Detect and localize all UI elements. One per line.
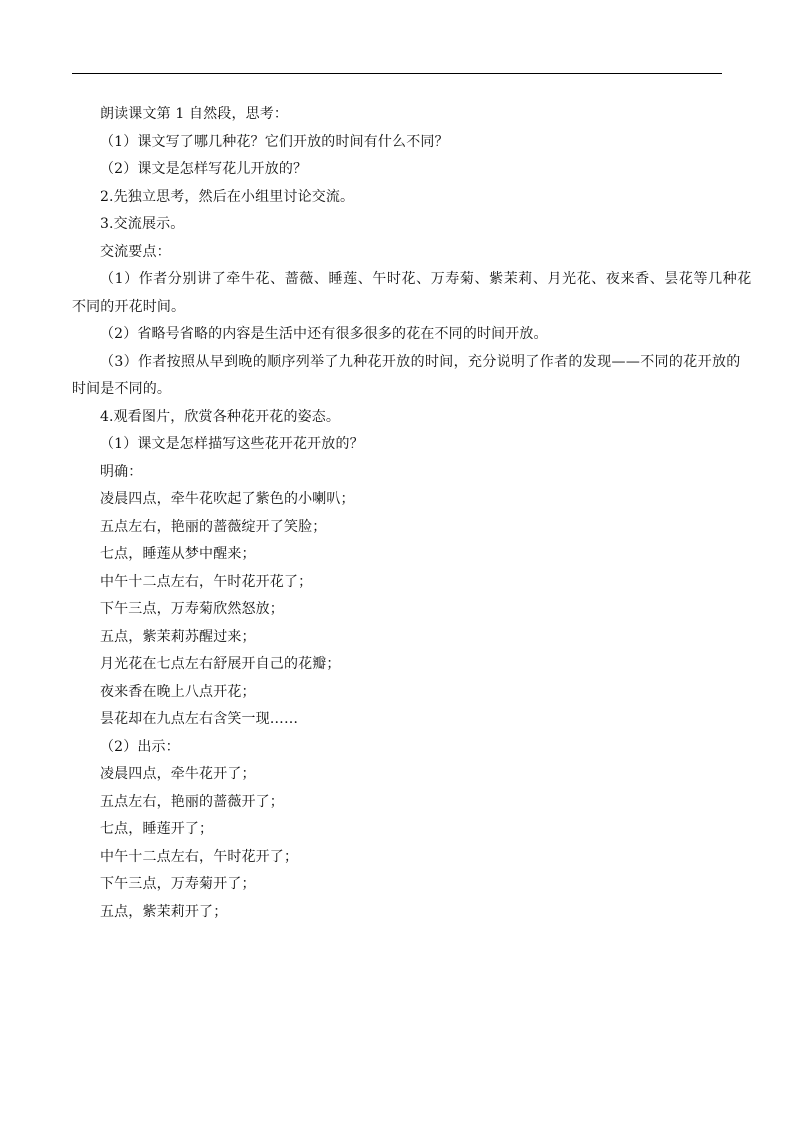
paragraph-line: 下午三点，万寿菊开了； — [100, 876, 256, 892]
paragraph-line: 七点，睡莲开了； — [100, 821, 214, 837]
paragraph-line: 五点，紫茉莉开了； — [100, 903, 228, 920]
paragraph-line: （2）课文是怎样写花儿开放的？ — [100, 161, 308, 177]
paragraph-line: （1）课文写了哪几种花？它们开放的时间有什么不同？ — [100, 133, 449, 150]
paragraph-line: 朗读课文第 1 自然段，思考： — [100, 106, 289, 122]
paragraph-line: 时间是不同的。 — [72, 381, 172, 397]
paragraph-line: 月光花在七点左右舒展开自己的花瓣； — [100, 656, 341, 672]
paragraph-line: 昙花却在九点左右含笑一现…… — [100, 711, 299, 727]
paragraph-line: （2）省略号省略的内容是生活中还有很多很多的花在不同的时间开放。 — [100, 326, 548, 342]
paragraph-line: （1）作者分别讲了牵牛花、蔷薇、睡莲、午时花、万寿菊、紫茉莉、月光花、夜来香、昙花等几种花 — [100, 271, 752, 287]
paragraph-line: 交流要点： — [100, 243, 171, 260]
paragraph-line: （3）作者按照从早到晚的顺序列举了九种花开放的时间，充分说明了作者的发现——不同的花开放的 — [100, 353, 741, 370]
paragraph-line: （1）课文是怎样描写这些花开花开放的？ — [100, 436, 364, 452]
header-rule — [72, 73, 722, 74]
document-body — [72, 101, 752, 926]
paragraph-line: 4.观看图片，欣赏各种花开花的姿态。 — [100, 408, 341, 425]
paragraph-line: 中午十二点左右，午时花开了； — [100, 848, 299, 865]
paragraph-line: 下午三点，万寿菊欣然怒放； — [100, 601, 284, 617]
paragraph-line: 不同的开花时间。 — [72, 298, 186, 315]
paragraph-line: 凌晨四点，牵牛花开了； — [100, 766, 256, 782]
paragraph-line: 七点，睡莲从梦中醒来； — [100, 546, 256, 562]
paragraph-line: （2）出示： — [100, 738, 180, 755]
paragraph-line: 3.交流展示。 — [100, 216, 185, 232]
paragraph-line: 2.先独立思考，然后在小组里讨论交流。 — [100, 188, 355, 205]
paragraph-line: 夜来香在晚上八点开花； — [100, 683, 256, 700]
paragraph-line: 五点左右，艳丽的蔷薇绽开了笑脸； — [100, 518, 327, 535]
paragraph-line: 明确： — [100, 463, 143, 480]
paragraph-line: 五点，紫茉莉苏醒过来； — [100, 628, 256, 645]
paragraph-line: 五点左右，艳丽的蔷薇开了； — [100, 793, 284, 810]
paragraph-line: 凌晨四点，牵牛花吹起了紫色的小喇叭； — [100, 491, 355, 507]
paragraph-line: 中午十二点左右，午时花开花了； — [100, 573, 313, 590]
